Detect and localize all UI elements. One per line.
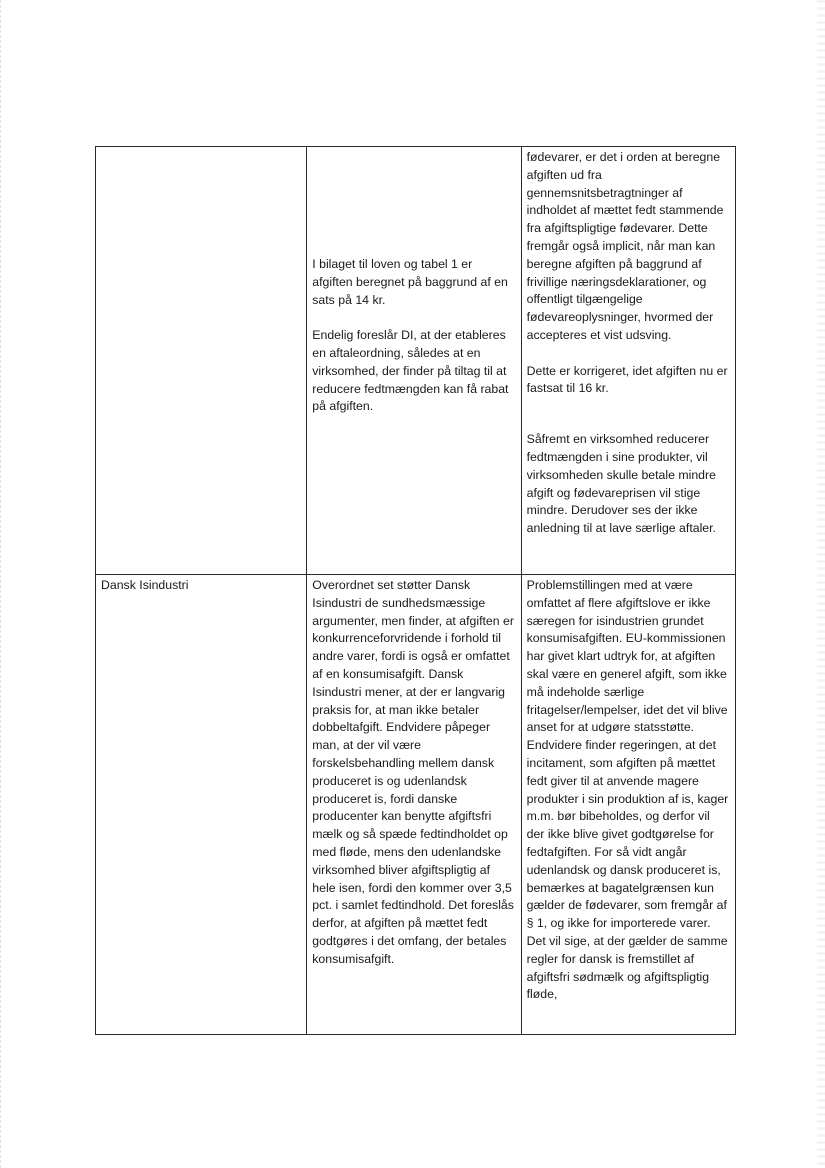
- comment-paragraph: I bilaget til loven og tabel 1 er afgiften beregnet på baggrund af en sats på 14 kr.: [312, 257, 508, 307]
- response-paragraph: Problemstillingen med at være omfattet af flere afgiftslove er ikke særegen for isindustrien grundet konsumisafgiften. EU-kommissionen har givet klart udtryk for, at afgiften skal være en generel afgift, som ikke må indeholde særlige fritagelser/lempelser, idet det vil blive anset for at udgøre statsstøtte. Endvidere finder regeringen, at det incitament, som afgiften på mættet fedt giver til at anvende magere produkter i sin produktion af is, kager m.m. bør bibeholdes, og derfor vil der ikke blive givet godtgørelse for fedtafgiften. For så vidt angår udenlandsk og dansk produceret is, bemærkes at bagatelgrænsen kun gælder de fødevarer, som fremgår af § 1, og ikke for importerede varer. Det vil sige, at der gælder de samme regler for dansk is fremstillet af afgiftsfri sødmælk og afgiftspligtig fløde,: [526, 578, 729, 1002]
- hearing-response-table: [95, 146, 736, 1035]
- organization-name: Dansk Isindustri: [101, 578, 189, 592]
- response-paragraph: Såfremt en virksomhed reducerer fedtmængden i sine produkter, vil virksomheden skulle betale mindre afgift og fødevareprisen vil stige mindre. Derudover ses der ikke anledning til at lave særlige aftaler.: [526, 432, 716, 536]
- response-paragraph: Dette er korrigeret, idet afgiften nu er fastsat til 16 kr.: [526, 363, 728, 396]
- organization-cell: [96, 147, 307, 575]
- response-cell: [521, 147, 735, 575]
- comment-paragraph: Overordnet set støtter Dansk Isindustri de sundhedsmæssige argumenter, men finder, at afgiften er konkurrenceforvridende i forhold til andre varer, fordi is også er omfattet af en konsumisafgift. Dansk Isindustri mener, at der er langvarig praksis for, at man ikke betaler dobbeltafgift. Endvidere påpeger man, at der vil være forskelsbehandling mellem dansk produceret is og udenlandsk produceret is, fordi danske producenter kan benytte afgiftsfri mælk og så spæde fedtindholdet op med fløde, mens den udenlandske virksomhed bliver afgiftspligtig af hele isen, fordi den kommer over 3,5 pct. i samlet fedtindhold. Det foreslås derfor, at afgiften på mættet fedt godtgøres i det omfang, der betales konsumisafgift.: [312, 578, 514, 966]
- comment-cell: [307, 147, 521, 575]
- comment-paragraph: Endelig foreslår DI, at der etableres en aftaleordning, således at en virksomhed, der finder på tiltag til at reducere fedtmængden kan få rabat på afgiften.: [312, 328, 509, 414]
- comment-cell: [307, 575, 521, 1035]
- table-row: [96, 147, 736, 575]
- table-row: [96, 575, 736, 1035]
- response-cell: [521, 575, 735, 1035]
- page-edge-right: [817, 0, 825, 1168]
- page-edge-left: [0, 0, 2, 1168]
- response-paragraph: fødevarer, er det i orden at beregne afgiften ud fra gennemsnitsbetragtninger af indholdet af mættet fedt stammende fra afgiftspligtige fødevarer. Dette fremgår også implicit, når man kan beregne afgiften på baggrund af frivillige næringsdeklarationer, og offentligt tilgængelige fødevareoplysninger, hvormed der accepteres et vist udsving.: [526, 150, 724, 342]
- organization-cell: [96, 575, 307, 1035]
